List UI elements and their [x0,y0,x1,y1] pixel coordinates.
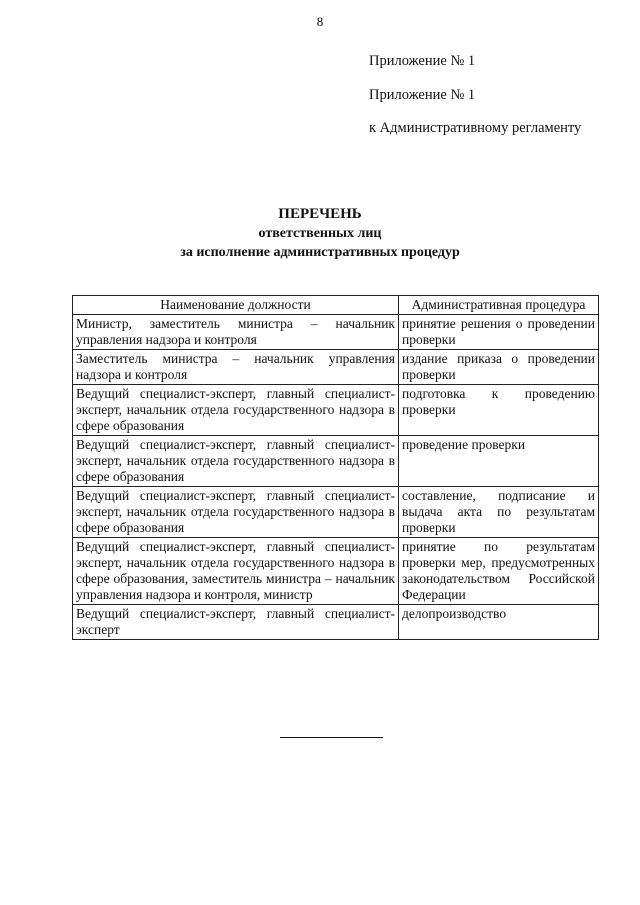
cell-procedure: проведение проверки [399,436,599,487]
cell-position: Ведущий специалист-эксперт, главный специалист-эксперт, начальник отдела государственного надзора в сфере образования [73,436,399,487]
cell-position: Ведущий специалист-эксперт, главный специалист-эксперт, начальник отдела государственного надзора в сфере образования [73,385,399,436]
closing-rule [280,737,383,738]
table-header-row [73,296,599,315]
document-title: ПЕРЕЧЕНЬ [278,206,362,222]
cell-procedure: делопроизводство [399,605,599,640]
document-subtitle-2: за исполнение административных процедур [180,245,460,260]
appendix-reference: к Административному регламенту [369,120,582,136]
appendix-label-2: Приложение № 1 [369,87,476,103]
cell-position: Заместитель министра – начальник управления надзора и контроля [73,350,399,385]
cell-procedure: подготовка к проведению проверки [399,385,599,436]
table-row [73,350,599,385]
responsibility-table [72,295,599,640]
page-number: 8 [316,14,324,29]
cell-position: Ведущий специалист-эксперт, главный специалист-эксперт, начальник отдела государственного надзора в сфере образования [73,487,399,538]
table-row [73,538,599,605]
header-procedure: Административная процедура [399,296,599,315]
table-row [73,385,599,436]
cell-procedure: принятие по результатам проверки мер, предусмотренных законодательством Российской Федерации [399,538,599,605]
cell-procedure: издание приказа о проведении проверки [399,350,599,385]
cell-position: Министр, заместитель министра – начальник управления надзора и контроля [73,315,399,350]
table-row [73,605,599,640]
document-subtitle-1: ответственных лиц [258,226,382,241]
cell-procedure: принятие решения о проведении проверки [399,315,599,350]
cell-position: Ведущий специалист-эксперт, главный специалист-эксперт [73,605,399,640]
table-row [73,487,599,538]
cell-procedure: составление, подписание и выдача акта по результатам проверки [399,487,599,538]
title-block [0,205,640,262]
cell-position: Ведущий специалист-эксперт, главный специалист-эксперт, начальник отдела государственного надзора в сфере образования, заместитель министра – начальник управления надзора и контроля, министр [73,538,399,605]
table-row [73,436,599,487]
appendix-label-1: Приложение № 1 [369,53,476,69]
header-position: Наименование должности [73,296,399,315]
table-row [73,315,599,350]
